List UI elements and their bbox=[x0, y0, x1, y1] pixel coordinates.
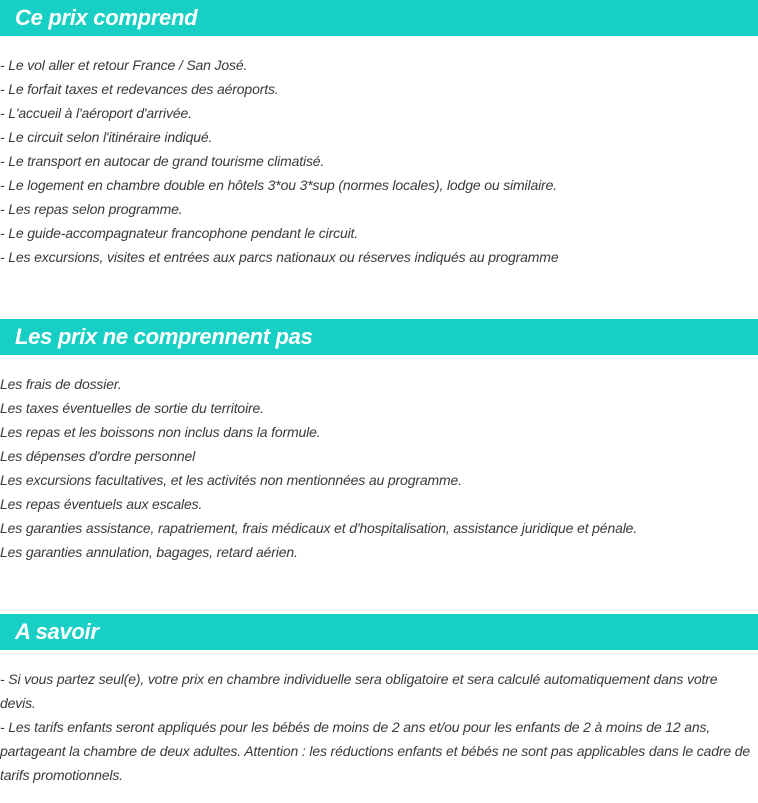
section-header-excluded: Les prix ne comprennent pas bbox=[0, 319, 758, 355]
list-item: Les dépenses d'ordre personnel bbox=[0, 448, 196, 464]
section-header-included: Ce prix comprend bbox=[0, 0, 758, 36]
included-list bbox=[0, 53, 758, 269]
list-item: Les garanties annulation, bagages, retard aérien. bbox=[0, 544, 298, 560]
list-item: Les garanties assistance, rapatriement, frais médicaux et d'hospitalisation, assistance juridique et pénale. bbox=[0, 520, 638, 536]
section-header-to-know: A savoir bbox=[0, 614, 758, 650]
paragraph: - Les tarifs enfants seront appliqués pour les bébés de moins de 2 ans et/ou pour les enfants de 2 à moins de 12 ans, partageant la chambre de deux adultes. Attention : les réductions enfants et bébés ne sont pas applicables dans le cadre de tarifs promotionnels. bbox=[0, 719, 750, 783]
list-item: Les taxes éventuelles de sortie du territoire. bbox=[0, 400, 264, 416]
list-item: - Le guide-accompagnateur francophone pendant le circuit. bbox=[0, 225, 359, 241]
list-item: - Le forfait taxes et redevances des aéroports. bbox=[0, 81, 279, 97]
list-item: - Le logement en chambre double en hôtels 3*ou 3*sup (normes locales), lodge ou similaire. bbox=[0, 177, 557, 193]
list-item: - Le transport en autocar de grand tourisme climatisé. bbox=[0, 153, 325, 169]
paragraph: - Si vous partez seul(e), votre prix en chambre individuelle sera obligatoire et sera calculé automatiquement dans votre devis. bbox=[0, 671, 718, 711]
list-item: Les frais de dossier. bbox=[0, 376, 122, 392]
list-item: - Le circuit selon l'itinéraire indiqué. bbox=[0, 129, 213, 145]
list-item: - L'accueil à l'aéroport d'arrivée. bbox=[0, 105, 192, 121]
list-item: Les repas éventuels aux escales. bbox=[0, 496, 203, 512]
excluded-list bbox=[0, 372, 758, 564]
list-item: Les repas et les boissons non inclus dans la formule. bbox=[0, 424, 321, 440]
list-item: - Le vol aller et retour France / San José. bbox=[0, 57, 248, 73]
list-item: - Les repas selon programme. bbox=[0, 201, 183, 217]
to-know-content bbox=[0, 667, 752, 787]
list-item: - Les excursions, visites et entrées aux parcs nationaux ou réserves indiqués au programme bbox=[0, 249, 559, 265]
list-item: Les excursions facultatives, et les activités non mentionnées au programme. bbox=[0, 472, 462, 488]
